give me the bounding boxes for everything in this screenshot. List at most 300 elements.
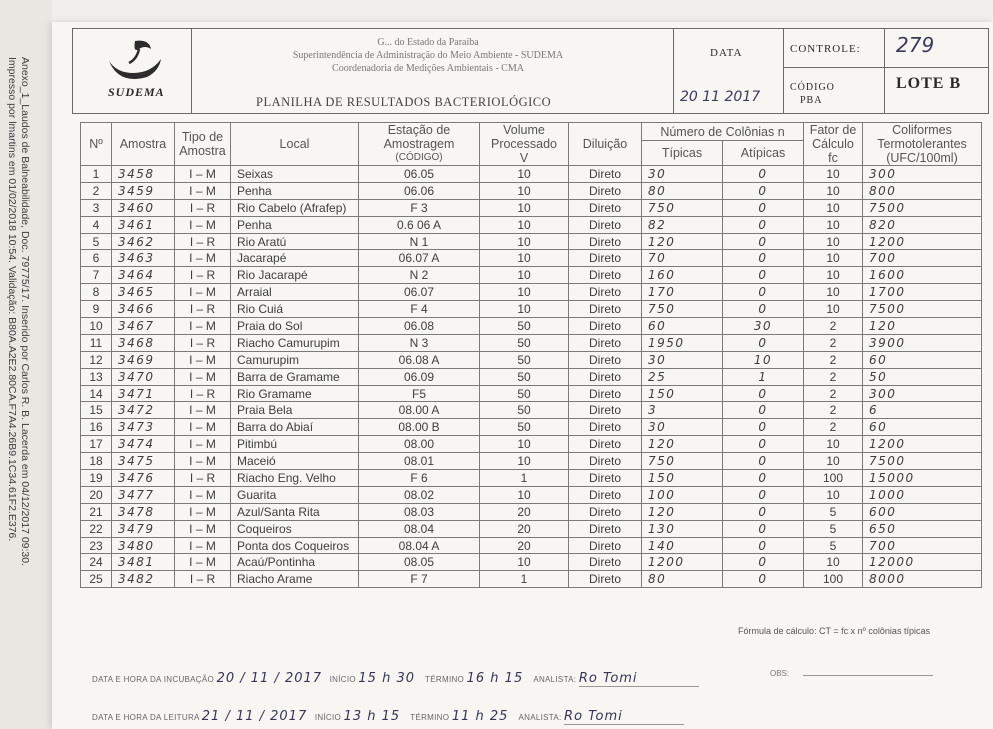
cell-estacao: 0.6 06 A (359, 216, 480, 233)
cell-diluicao: Direto (569, 318, 642, 335)
cell-diluicao: Direto (569, 368, 642, 385)
cell-fc: 2 (804, 351, 863, 368)
table-row (81, 368, 982, 385)
cell-atipicas: 10 (723, 351, 804, 368)
cell-estacao: 08.00 (359, 436, 480, 453)
cell-tipo: I – M (175, 182, 231, 199)
cell-atipicas: 0 (723, 571, 804, 588)
cell-fc: 100 (804, 470, 863, 487)
cell-fc: 100 (804, 571, 863, 588)
cell-ufc: 1200 (863, 436, 982, 453)
code-label: CÓDIGO (790, 82, 835, 93)
cell-local: Praia Bela (231, 402, 359, 419)
cell-ufc: 60 (863, 419, 982, 436)
reading-date: 21 / 11 / 2017 (201, 709, 308, 724)
cell-amostra: 3468 (112, 334, 175, 351)
cell-local: Riacho Arame (231, 571, 359, 588)
cell-estacao: 08.00 B (359, 419, 480, 436)
cell-atipicas: 0 (723, 250, 804, 267)
col-header-local: Local (231, 123, 359, 166)
table-row (81, 436, 982, 453)
coliformes-title: Coliformes Termotolerantes (877, 123, 967, 151)
logo-area (73, 29, 192, 113)
cell-local: Guarita (231, 486, 359, 503)
cell-fc: 10 (804, 554, 863, 571)
formula-note: Fórmula de cálculo: CT = fc x nº colônias típicas (738, 626, 930, 636)
cell-local: Riacho Camurupim (231, 334, 359, 351)
cell-volume: 1 (480, 470, 569, 487)
cell-tipo: I – M (175, 318, 231, 335)
cell-fc: 2 (804, 385, 863, 402)
cell-ufc: 700 (863, 537, 982, 554)
cell-n: 8 (81, 284, 112, 301)
incubation-start-label: INÍCIO (329, 675, 356, 684)
cell-tipicas: 750 (642, 453, 723, 470)
cell-estacao: 06.08 A (359, 351, 480, 368)
reading-line (92, 709, 684, 725)
cell-atipicas: 0 (723, 284, 804, 301)
cell-n: 11 (81, 334, 112, 351)
reading-end-label: TÉRMINO (410, 713, 450, 722)
cell-local: Barra de Gramame (231, 368, 359, 385)
cell-ufc: 7500 (863, 199, 982, 216)
cell-local: Rio Aratú (231, 233, 359, 250)
cell-fc: 5 (804, 503, 863, 520)
cell-atipicas: 0 (723, 199, 804, 216)
cell-atipicas: 0 (723, 267, 804, 284)
cell-diluicao: Direto (569, 436, 642, 453)
cell-amostra: 3461 (112, 216, 175, 233)
cell-ufc: 1700 (863, 284, 982, 301)
cell-volume: 10 (480, 486, 569, 503)
cell-tipo: I – M (175, 436, 231, 453)
table-row (81, 402, 982, 419)
analyst-signature-line (579, 671, 699, 687)
cell-diluicao: Direto (569, 216, 642, 233)
cell-tipo: I – M (175, 166, 231, 183)
cell-local: Rio Jacarapé (231, 267, 359, 284)
cell-fc: 10 (804, 284, 863, 301)
cell-ufc: 300 (863, 166, 982, 183)
cell-n: 15 (81, 402, 112, 419)
cell-n: 3 (81, 199, 112, 216)
cell-tipo: I – R (175, 470, 231, 487)
cell-ufc: 6 (863, 402, 982, 419)
cell-diluicao: Direto (569, 334, 642, 351)
cell-tipo: I – R (175, 233, 231, 250)
cell-estacao: 06.08 (359, 318, 480, 335)
cell-estacao: F 3 (359, 199, 480, 216)
cell-diluicao: Direto (569, 537, 642, 554)
cell-diluicao: Direto (569, 520, 642, 537)
cell-atipicas: 0 (723, 166, 804, 183)
table-row (81, 199, 982, 216)
control-label: CONTROLE: (790, 43, 861, 55)
cell-tipicas: 130 (642, 520, 723, 537)
date-label: DATA (710, 47, 743, 59)
cell-local: Praia do Sol (231, 318, 359, 335)
cell-diluicao: Direto (569, 166, 642, 183)
col-header-n: Nº (81, 123, 112, 166)
cell-volume: 20 (480, 537, 569, 554)
cell-diluicao: Direto (569, 453, 642, 470)
cell-amostra: 3464 (112, 267, 175, 284)
estacao-title: Estação de Amostragem (383, 123, 455, 151)
cell-atipicas: 0 (723, 503, 804, 520)
cell-tipicas: 100 (642, 486, 723, 503)
cell-amostra: 3478 (112, 503, 175, 520)
cell-diluicao: Direto (569, 284, 642, 301)
cell-amostra: 3471 (112, 385, 175, 402)
cell-diluicao: Direto (569, 571, 642, 588)
cell-local: Rio Cuiá (231, 301, 359, 318)
cell-estacao: F 6 (359, 470, 480, 487)
cell-diluicao: Direto (569, 267, 642, 284)
cell-tipicas: 120 (642, 233, 723, 250)
table-row (81, 267, 982, 284)
cell-ufc: 650 (863, 520, 982, 537)
cell-n: 21 (81, 503, 112, 520)
cell-tipo: I – M (175, 216, 231, 233)
form-header (72, 28, 989, 114)
cell-tipicas: 70 (642, 250, 723, 267)
cell-n: 24 (81, 554, 112, 571)
cell-local: Penha (231, 216, 359, 233)
cell-ufc: 50 (863, 368, 982, 385)
reading-start: 13 h 15 (343, 709, 401, 724)
cell-tipo: I – M (175, 402, 231, 419)
cell-volume: 50 (480, 318, 569, 335)
cell-local: Rio Gramame (231, 385, 359, 402)
cell-ufc: 15000 (863, 470, 982, 487)
cell-tipo: I – M (175, 368, 231, 385)
cell-tipo: I – R (175, 571, 231, 588)
cell-local: Azul/Santa Rita (231, 503, 359, 520)
cell-estacao: F 7 (359, 571, 480, 588)
cell-ufc: 1000 (863, 486, 982, 503)
analyst-signature: Ro Tomi (578, 671, 638, 686)
org-line-1: G... do Estado da Paraíba (377, 37, 479, 48)
cell-n: 20 (81, 486, 112, 503)
cell-ufc: 700 (863, 250, 982, 267)
cell-atipicas: 0 (723, 334, 804, 351)
fator-title: Fator de Cálculo (809, 123, 857, 151)
cell-fc: 2 (804, 318, 863, 335)
cell-local: Rio Cabelo (Afrafep) (231, 199, 359, 216)
cell-tipicas: 170 (642, 284, 723, 301)
cell-atipicas: 0 (723, 385, 804, 402)
obs-label: OBS: (770, 669, 790, 678)
cell-n: 1 (81, 166, 112, 183)
cell-estacao: 08.00 A (359, 402, 480, 419)
cell-estacao: 06.07 A (359, 250, 480, 267)
col-header-tipicas: Típicas (642, 141, 723, 166)
cell-volume: 20 (480, 503, 569, 520)
cell-volume: 50 (480, 419, 569, 436)
cell-amostra: 3472 (112, 402, 175, 419)
table-row (81, 334, 982, 351)
date-value: 20 11 2017 (680, 89, 761, 105)
cell-local: Camurupim (231, 351, 359, 368)
cell-n: 17 (81, 436, 112, 453)
cell-amostra: 3482 (112, 571, 175, 588)
cell-diluicao: Direto (569, 470, 642, 487)
table-row (81, 453, 982, 470)
cell-atipicas: 0 (723, 486, 804, 503)
cell-local: Penha (231, 182, 359, 199)
table-row (81, 216, 982, 233)
cell-estacao: 08.04 (359, 520, 480, 537)
cell-local: Pitimbú (231, 436, 359, 453)
cell-tipo: I – R (175, 267, 231, 284)
table-row (81, 385, 982, 402)
cell-fc: 2 (804, 334, 863, 351)
cell-local: Riacho Eng. Velho (231, 470, 359, 487)
analyst-label: ANALISTA: (533, 675, 577, 684)
cell-fc: 10 (804, 216, 863, 233)
sudema-logo-icon (99, 35, 169, 87)
cell-tipicas: 25 (642, 368, 723, 385)
cell-n: 18 (81, 453, 112, 470)
table-row (81, 554, 982, 571)
cell-atipicas: 0 (723, 233, 804, 250)
cell-estacao: 06.09 (359, 368, 480, 385)
incubation-end: 16 h 15 (466, 671, 524, 686)
cell-atipicas: 0 (723, 453, 804, 470)
incubation-start: 15 h 30 (358, 671, 415, 686)
cell-amostra: 3475 (112, 453, 175, 470)
cell-estacao: N 2 (359, 267, 480, 284)
cell-estacao: N 1 (359, 233, 480, 250)
cell-tipo: I – M (175, 537, 231, 554)
cell-tipo: I – R (175, 385, 231, 402)
cell-estacao: 06.06 (359, 182, 480, 199)
incubation-end-label: TÉRMINO (425, 675, 465, 684)
cell-amostra: 3469 (112, 351, 175, 368)
cell-volume: 10 (480, 267, 569, 284)
cell-ufc: 1600 (863, 267, 982, 284)
cell-fc: 2 (804, 402, 863, 419)
cell-atipicas: 0 (723, 419, 804, 436)
cell-n: 25 (81, 571, 112, 588)
cell-diluicao: Direto (569, 351, 642, 368)
incubation-label: DATA E HORA DA INCUBAÇÃO (92, 675, 215, 684)
estacao-sub: (CÓDIGO) (395, 152, 443, 163)
cell-n: 7 (81, 267, 112, 284)
cell-tipicas: 150 (642, 470, 723, 487)
document-stamp (5, 57, 31, 677)
cell-amostra: 3467 (112, 318, 175, 335)
col-header-estacao (359, 123, 480, 166)
table-row (81, 182, 982, 199)
stamp-line-2: Impresso por lmartins em 01/02/2018 10:54. Validação: B80A.A2E2.80CA.F7A4.26B9.1C34.61F2.E376. (6, 57, 18, 542)
cell-ufc: 120 (863, 318, 982, 335)
reading-label: DATA E HORA DA LEITURA (92, 713, 200, 722)
cell-estacao: F5 (359, 385, 480, 402)
cell-tipo: I – M (175, 419, 231, 436)
cell-atipicas: 0 (723, 520, 804, 537)
cell-ufc: 800 (863, 182, 982, 199)
cell-n: 19 (81, 470, 112, 487)
code-value: PBA (800, 95, 823, 106)
reading-end: 11 h 25 (451, 709, 509, 724)
cell-tipicas: 30 (642, 166, 723, 183)
table-row (81, 503, 982, 520)
cell-volume: 50 (480, 334, 569, 351)
cell-amostra: 3470 (112, 368, 175, 385)
cell-fc: 2 (804, 419, 863, 436)
cell-volume: 20 (480, 520, 569, 537)
cell-volume: 10 (480, 436, 569, 453)
cell-atipicas: 0 (723, 436, 804, 453)
table-row (81, 520, 982, 537)
col-header-colonias: Número de Colônias n (642, 123, 804, 141)
table-row (81, 301, 982, 318)
cell-amostra: 3476 (112, 470, 175, 487)
cell-n: 22 (81, 520, 112, 537)
cell-volume: 50 (480, 351, 569, 368)
cell-local: Barra do Abiaí (231, 419, 359, 436)
cell-tipo: I – M (175, 250, 231, 267)
cell-tipo: I – M (175, 284, 231, 301)
cell-ufc: 1200 (863, 233, 982, 250)
cell-volume: 10 (480, 301, 569, 318)
control-box (783, 29, 989, 113)
cell-volume: 10 (480, 199, 569, 216)
cell-fc: 10 (804, 453, 863, 470)
obs-area (770, 669, 933, 678)
cell-volume: 10 (480, 216, 569, 233)
table-row (81, 419, 982, 436)
col-header-fator (804, 123, 863, 166)
cell-ufc: 3900 (863, 334, 982, 351)
cell-estacao: N 3 (359, 334, 480, 351)
table-body (81, 166, 982, 588)
cell-tipo: I – R (175, 334, 231, 351)
cell-n: 6 (81, 250, 112, 267)
cell-n: 16 (81, 419, 112, 436)
org-line-3: Coordenadoria de Medições Ambientais - CMA (332, 63, 524, 74)
cell-volume: 50 (480, 368, 569, 385)
cell-fc: 10 (804, 301, 863, 318)
cell-amostra: 3462 (112, 233, 175, 250)
cell-atipicas: 30 (723, 318, 804, 335)
table-row (81, 318, 982, 335)
cell-ufc: 300 (863, 385, 982, 402)
col-header-atipicas: Atípicas (723, 141, 804, 166)
cell-local: Coqueiros (231, 520, 359, 537)
reading-analyst-signature-line (564, 709, 684, 725)
cell-amostra: 3480 (112, 537, 175, 554)
cell-ufc: 7500 (863, 301, 982, 318)
table-row (81, 284, 982, 301)
cell-volume: 1 (480, 571, 569, 588)
cell-local: Maceió (231, 453, 359, 470)
cell-diluicao: Direto (569, 554, 642, 571)
cell-amostra: 3465 (112, 284, 175, 301)
cell-ufc: 8000 (863, 571, 982, 588)
cell-n: 12 (81, 351, 112, 368)
reading-analyst-signature: Ro Tomi (564, 709, 623, 724)
cell-tipicas: 30 (642, 351, 723, 368)
reading-analyst-label: ANALISTA: (518, 713, 562, 722)
cell-local: Arraial (231, 284, 359, 301)
cell-fc: 10 (804, 233, 863, 250)
table-row (81, 250, 982, 267)
cell-atipicas: 0 (723, 554, 804, 571)
cell-amostra: 3466 (112, 301, 175, 318)
col-header-coliformes (863, 123, 982, 166)
cell-volume: 10 (480, 250, 569, 267)
table-row (81, 486, 982, 503)
cell-diluicao: Direto (569, 250, 642, 267)
cell-volume: 10 (480, 554, 569, 571)
volume-sub: V (519, 151, 529, 165)
col-header-diluicao: Diluição (569, 123, 642, 166)
cell-local: Ponta dos Coqueiros (231, 537, 359, 554)
cell-volume: 10 (480, 182, 569, 199)
cell-tipo: I – M (175, 503, 231, 520)
cell-estacao: 08.04 A (359, 537, 480, 554)
incubation-line (92, 671, 699, 687)
cell-amostra: 3479 (112, 520, 175, 537)
cell-estacao: 08.03 (359, 503, 480, 520)
stamp-line-1: Anexo_1_Laudos de Balneabilidade, Doc. 79775/17. Inserido por Carlos R. B. Lacerda em 04/12/2017 09:30. (19, 57, 31, 567)
cell-fc: 10 (804, 250, 863, 267)
cell-n: 23 (81, 537, 112, 554)
table-row (81, 470, 982, 487)
cell-tipicas: 160 (642, 267, 723, 284)
cell-tipo: I – M (175, 520, 231, 537)
cell-volume: 10 (480, 166, 569, 183)
cell-amostra: 3474 (112, 436, 175, 453)
cell-fc: 10 (804, 486, 863, 503)
cell-tipicas: 140 (642, 537, 723, 554)
incubation-date: 20 / 11 / 2017 (216, 671, 323, 686)
cell-tipicas: 120 (642, 503, 723, 520)
cell-tipo: I – R (175, 301, 231, 318)
cell-local: Seixas (231, 166, 359, 183)
cell-atipicas: 0 (723, 537, 804, 554)
cell-fc: 10 (804, 182, 863, 199)
table-row (81, 537, 982, 554)
cell-n: 9 (81, 301, 112, 318)
cell-amostra: 3459 (112, 182, 175, 199)
cell-estacao: 08.01 (359, 453, 480, 470)
table-row (81, 233, 982, 250)
org-line-2: Superintendência de Administração do Meio Ambiente - SUDEMA (292, 50, 564, 61)
cell-amostra: 3477 (112, 486, 175, 503)
cell-tipo: I – M (175, 486, 231, 503)
cell-diluicao: Direto (569, 233, 642, 250)
cell-amostra: 3460 (112, 199, 175, 216)
cell-tipicas: 150 (642, 385, 723, 402)
cell-diluicao: Direto (569, 419, 642, 436)
table-row (81, 166, 982, 183)
code-label-block (790, 81, 835, 107)
cell-amostra: 3458 (112, 166, 175, 183)
cell-fc: 2 (804, 368, 863, 385)
cell-diluicao: Direto (569, 486, 642, 503)
col-header-volume (480, 123, 569, 166)
cell-fc: 5 (804, 520, 863, 537)
cell-fc: 10 (804, 166, 863, 183)
cell-atipicas: 0 (723, 216, 804, 233)
cell-tipicas: 80 (642, 571, 723, 588)
cell-tipicas: 750 (642, 199, 723, 216)
cell-tipo: I – R (175, 199, 231, 216)
form-title: PLANILHA DE RESULTADOS BACTERIOLÓGICO (256, 95, 552, 109)
